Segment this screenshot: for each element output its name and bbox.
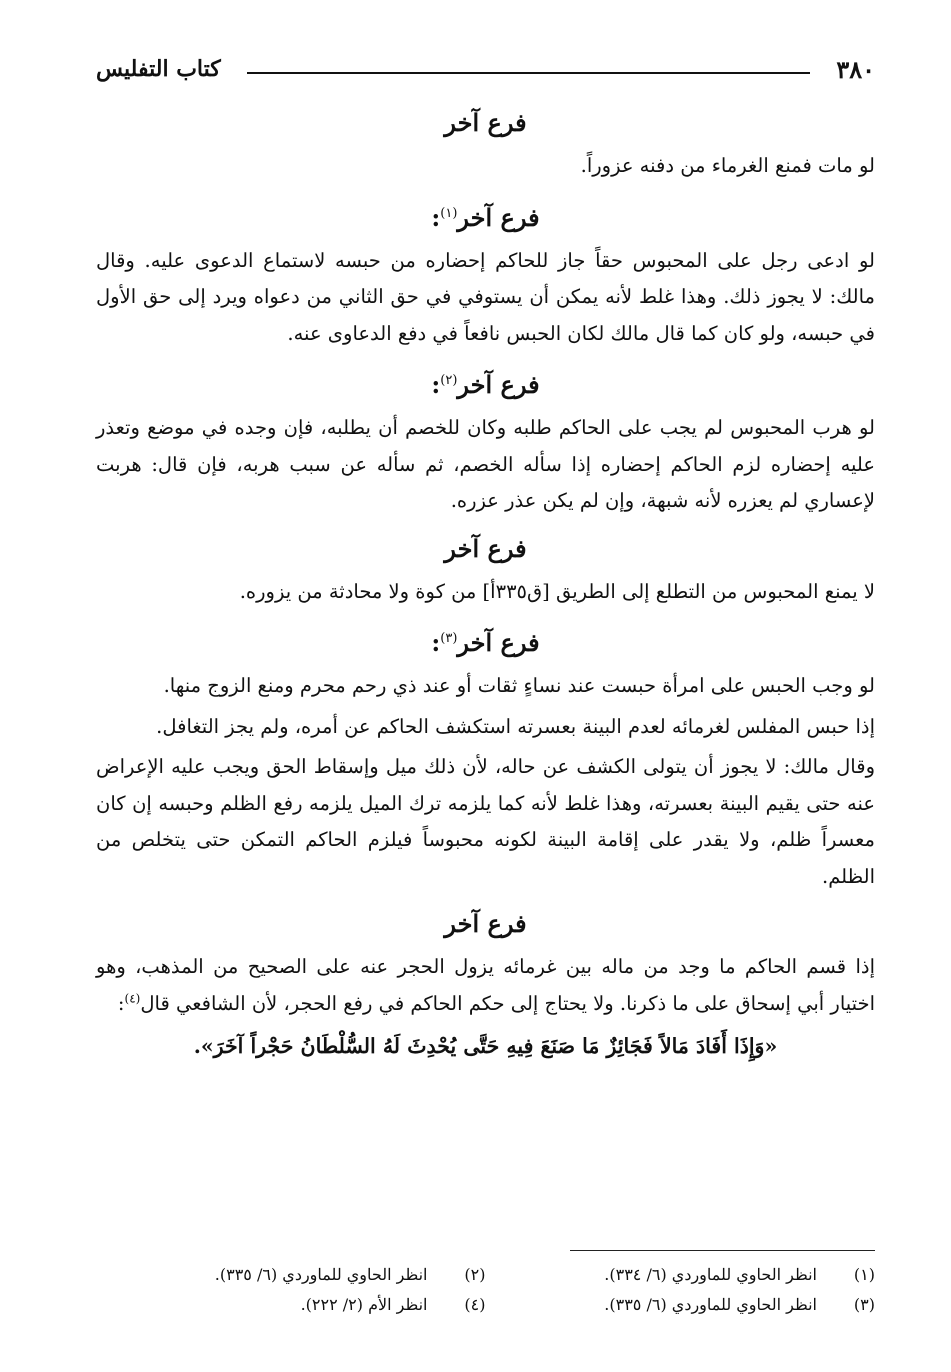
section-heading — [96, 106, 875, 140]
section-heading: فرع آخر$^{(١)}$: — [431, 202, 540, 232]
section-heading — [96, 907, 875, 941]
footnote-item — [96, 1262, 486, 1288]
section-heading: فرع آخر$^{(٢)}$: — [431, 370, 540, 399]
footnote-number: (١) — [853, 1265, 875, 1284]
footnote-ref[interactable]: (١) — [440, 205, 458, 221]
paragraph-text: إذا قسم الحاكم ما وجد من ماله بين غرمائه يزول الحجر عنه على الصحيح من المذهب، وهو اختيار أبي إسحاق على ما ذكرنا. ولا يحتاج إلى حكم الحاكم في رفع الحجر، لأن الشافعي قال — [96, 955, 875, 1015]
header-rule — [247, 72, 811, 74]
footnote-item — [486, 1262, 876, 1288]
footnote-rule — [570, 1250, 875, 1251]
footnote-ref[interactable]: (٣) — [440, 631, 458, 646]
paragraph: لو وجب الحبس على امرأة حبست عند نساءٍ ثقات أو عند ذي رحم محرم ومنع الزوج منها. — [163, 674, 875, 697]
quranic-quote: «وَإِذَا أَفَادَ مَالاً فَجَائِزٌ مَا صَنَعَ فِيهِ حَتَّى يُحْدِثَ لَهُ السُّلْطَانُ حَجْراً آخَرَ». — [193, 1034, 778, 1058]
footnote-number: (٣) — [853, 1295, 875, 1314]
heading-text: فرع آخر — [457, 370, 540, 399]
paragraph: وقال مالك: لا يجوز أن يتولى الكشف عن حاله، لأن ذلك ميل وإسقاط الحق ويجب عليه الإعراض عنه حتى يقيم البينة بعسرته، وهذا غلط لأنه كما يلزمه ترك الميل يلزمه رفع الظلم وحبسه إن كان معسراً ظلم، ولا يقدر على إقامة البينة لكونه محبوساً فيلزم الحاكم التمكن حتى يتخلص من الظلم. — [96, 755, 875, 888]
heading-text: فرع آخر — [444, 108, 527, 137]
paragraph: إذا حبس المفلس لغرمائه لعدم البينة بعسرته استكشف الحاكم عن أمره، ولم يجز التغافل. — [156, 714, 875, 738]
footnote-text: انظر الحاوي للماوردي (٦/ ٣٣٥). — [214, 1265, 428, 1284]
footnote-number: (٢) — [464, 1265, 486, 1284]
running-head — [96, 44, 875, 94]
paragraph: لا يمنع المحبوس من التطلع إلى الطريق [ق٣٣٥أ] من كوة ولا محادثة من يزوره. — [239, 579, 875, 603]
footnote-text: انظر الأم (٢/ ٢٢٢). — [300, 1295, 428, 1314]
footnote-item — [486, 1292, 876, 1318]
heading-text: فرع آخر — [457, 628, 540, 657]
book-title: كتاب التفليس — [96, 56, 221, 82]
paragraph: لو هرب المحبوس لم يجب على الحاكم طلبه وكان للخصم أن يطلبه، فإن وجده في موضع وتعذر عليه إحضاره لزم الحاكم إحضاره إذا سأله الخصم، ثم سأله عن سبب هربه، فإن قال: هربت لإعساري لم يعزره لأنه شبهة، وإن لم يكن عذر عزره. — [96, 416, 875, 512]
heading-text: فرع آخر — [444, 909, 527, 938]
footnote-number: (٤) — [464, 1295, 486, 1314]
footnotes — [96, 1262, 875, 1318]
heading-text: فرع آخر — [457, 202, 540, 232]
paragraph: لو مات فمنع الغرماء من دفنه عزوراً. — [580, 154, 875, 177]
section-heading: فرع آخر$^{(٣)}$: — [431, 628, 540, 657]
footnote-text: انظر الحاوي للماوردي (٦/ ٣٣٤). — [604, 1265, 817, 1284]
section-heading — [96, 532, 875, 566]
footnote-ref[interactable]: (٤) — [124, 991, 141, 1005]
paragraph: لو ادعى رجل على المحبوس حقاً جاز للحاكم إحضاره من حبسه لاستماع الدعوى عليه. وقال مالك: لا يجوز ذلك. وهذا غلط لأنه يمكن أن يستوفي في حق الثاني من دعواه ويرد إلى حق الأول في حبسه، ولو كان كما قال مالك لكان الحبس نافعاً في دفع الدعاوى عنه. — [96, 248, 875, 345]
footnote-item — [96, 1292, 486, 1318]
heading-text: فرع آخر — [444, 533, 527, 563]
paragraph-tail: : — [117, 991, 125, 1015]
paragraph — [96, 949, 875, 1022]
footnote-ref[interactable]: (٢) — [440, 373, 458, 388]
page-number: ٣٨٠ — [836, 54, 875, 84]
footnote-text: انظر الحاوي للماوردي (٦/ ٣٣٥). — [604, 1295, 817, 1314]
